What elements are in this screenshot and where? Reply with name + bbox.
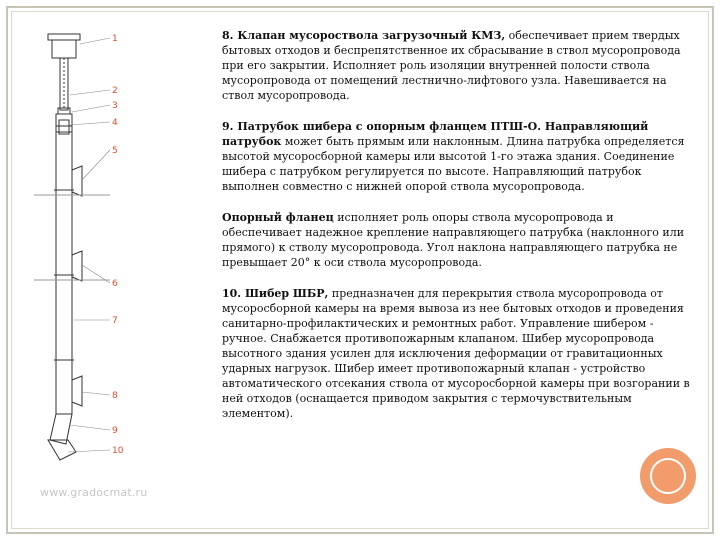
description-text xyxy=(222,28,692,437)
paragraph-flange-body: исполняет роль опоры ствола мусоропровода и обеспечивает надежное крепление направляющего патрубка (наклонного или прямого) к стволу мусоропровода. Угол наклона направляющего патрубка не превышает 20° к оси ствола мусоропровода. xyxy=(222,211,685,269)
callout-10: 10 xyxy=(112,446,124,456)
paragraph-8-body: обеспечивает прием твердых бытовых отходов и беспрепятственное их сбрасывание в ствол мусоропровода при его закрытии. Исполняет роль изоляции внутренней полости ствола мусоропровода от помещений лестнично-лифтового узла. Навешивается на ствол мусоропровода. xyxy=(222,29,681,102)
callout-7: 7 xyxy=(112,316,118,326)
loading-valve xyxy=(72,376,82,406)
callout-3: 3 xyxy=(112,101,118,111)
paragraph-flange-title: Опорный фланец xyxy=(222,211,334,224)
paragraph-10-title: 10. Шибер ШБР, xyxy=(222,287,329,300)
paragraph-9 xyxy=(222,119,692,194)
paragraph-9-title: 9. Патрубок шибера с опорным фланцем ПТШ-О. Направляющий патрубок xyxy=(222,120,649,148)
paragraph-10 xyxy=(222,286,692,421)
watermark: www.gradocmat.ru xyxy=(40,486,148,499)
chute-drawing xyxy=(30,20,170,500)
callout-6: 6 xyxy=(112,279,118,289)
callout-2: 2 xyxy=(112,86,118,96)
callout-9: 9 xyxy=(112,426,118,436)
paragraph-flange xyxy=(222,210,692,270)
callout-8: 8 xyxy=(112,391,118,401)
callout-1: 1 xyxy=(112,34,118,44)
paragraph-10-body: предназначен для перекрытия ствола мусоропровода от мусоросборной камеры на время вывоза из нее бытовых отходов и проведения санитарно-профилактических и ремонтных работ. Управление шибером - ручное. Снабжается противопожарным клапаном. Шибер мусоропровода высотного здания усилен для исключения деформации от гравитационных ударных нагрузок. Шибер имеет противопожарный клапан - устройство автоматического отсекания ствола от мусоросборной камеры при возгорании в ней отходов (оснащается приводом закрытия с термочувствительным элементом). xyxy=(222,287,690,420)
chute-head xyxy=(52,40,76,58)
decorative-ring xyxy=(650,458,686,494)
paragraph-9-body: может быть прямым или наклонным. Длина патрубка определяется высотой мусоросборной камеры или высотой 1-го этажа здания. Соединение шибера с патрубком регулируется по высоте. Направляющий патрубок выполнен совместно с нижней опорой ствола мусоропровода. xyxy=(222,135,685,193)
paragraph-8 xyxy=(222,28,692,103)
paragraph-8-title: 8. Клапан мусороствола загрузочный КМЗ, xyxy=(222,29,506,42)
callout-4: 4 xyxy=(112,118,118,128)
callout-5: 5 xyxy=(112,146,118,156)
loading-valve xyxy=(72,166,82,196)
chute-cap xyxy=(48,34,80,40)
chute-shaft xyxy=(56,114,72,414)
loading-valve xyxy=(72,251,82,281)
